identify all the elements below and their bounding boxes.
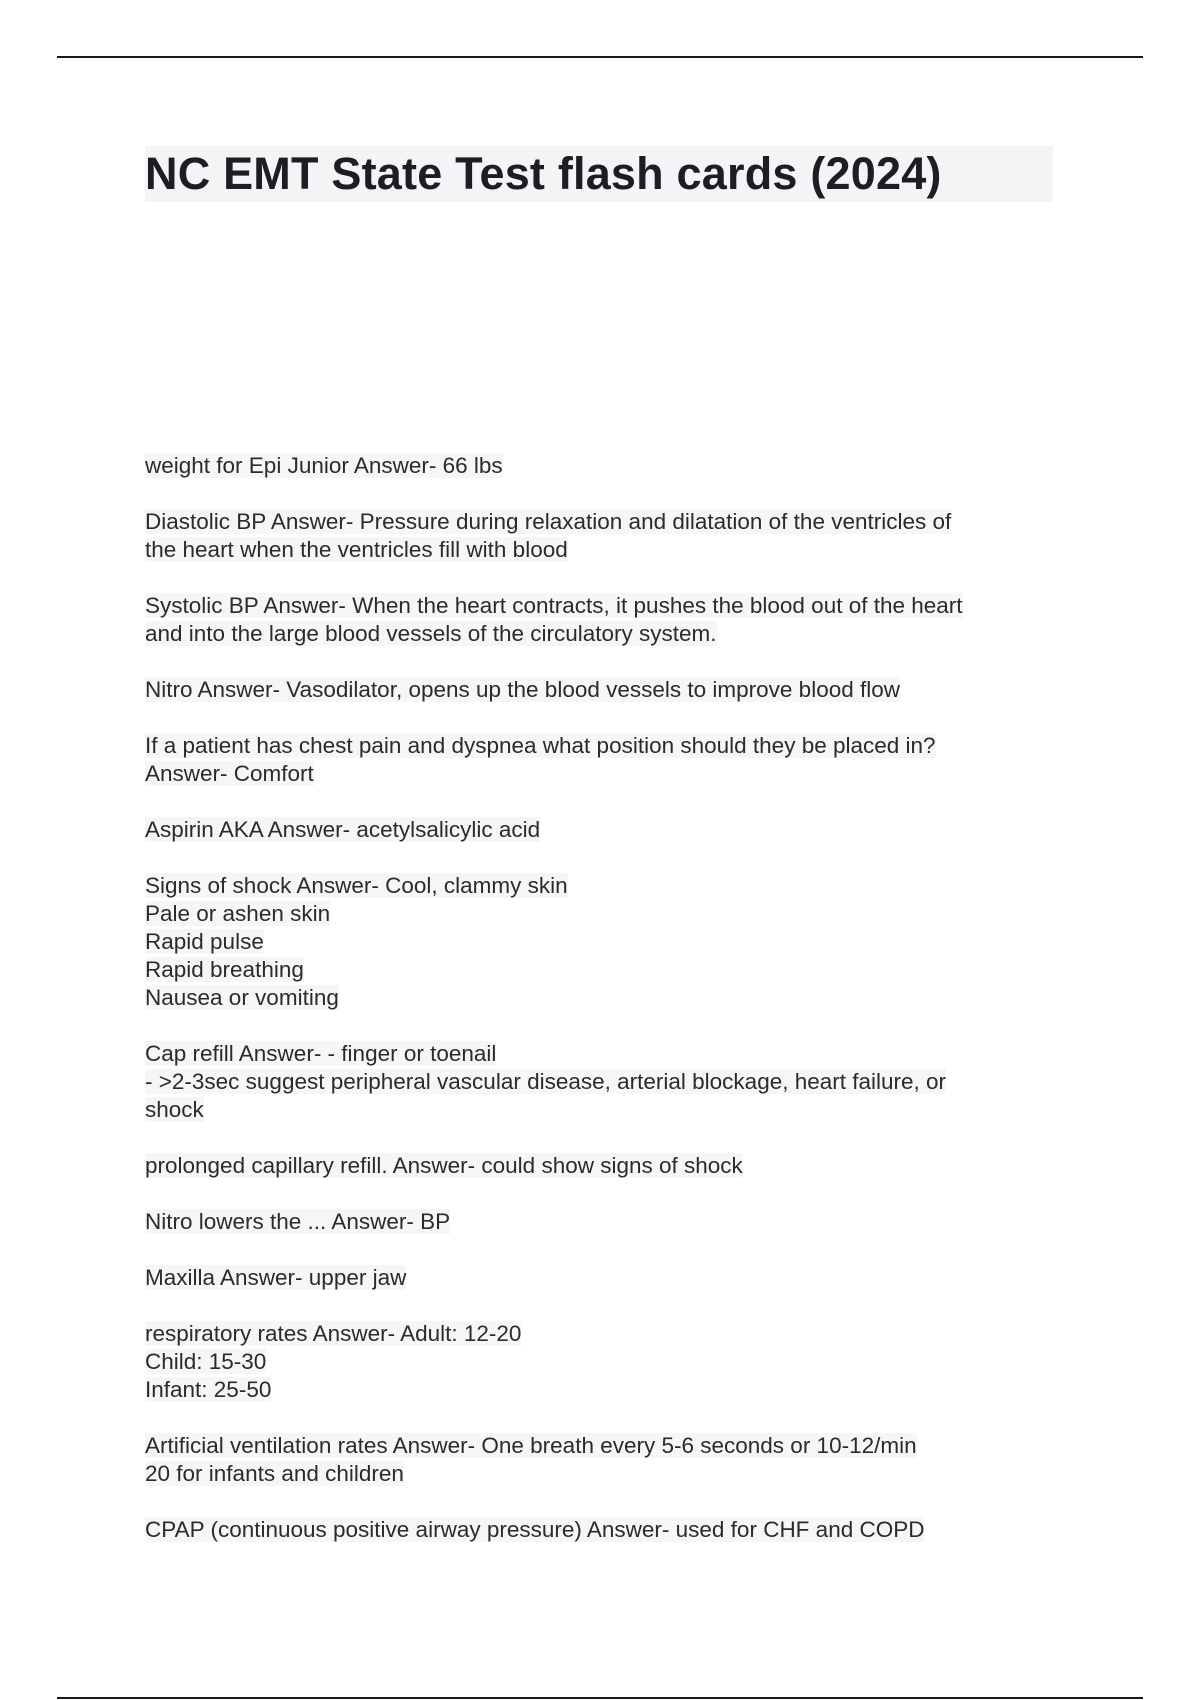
flashcard-line bbox=[145, 452, 1065, 480]
footer-rule bbox=[57, 1697, 1143, 1699]
flashcard bbox=[145, 872, 1065, 1012]
flashcard-line bbox=[145, 760, 1065, 788]
flashcard bbox=[145, 1152, 1065, 1180]
flashcard-list bbox=[145, 452, 1065, 1572]
flashcard-text: Nitro Answer- Vasodilator, opens up the blood vessels to improve blood flow bbox=[145, 677, 900, 702]
page-title: NC EMT State Test flash cards (2024) bbox=[145, 148, 942, 199]
flashcard-text: Pale or ashen skin bbox=[145, 901, 331, 926]
flashcard-text: Infant: 25-50 bbox=[145, 1377, 272, 1402]
flashcard-text: and into the large blood vessels of the circulatory system. bbox=[145, 621, 717, 646]
flashcard-text: Rapid pulse bbox=[145, 929, 264, 954]
flashcard-line bbox=[145, 536, 1065, 564]
flashcard-text: Nausea or vomiting bbox=[145, 985, 339, 1010]
flashcard-line bbox=[145, 1208, 1065, 1236]
flashcard-text: Artificial ventilation rates Answer- One breath every 5-6 seconds or 10-12/min bbox=[145, 1433, 917, 1458]
flashcard-text: Rapid breathing bbox=[145, 957, 304, 982]
flashcard-text: Nitro lowers the ... Answer- BP bbox=[145, 1209, 451, 1234]
flashcard bbox=[145, 1208, 1065, 1236]
flashcard-text: shock bbox=[145, 1097, 204, 1122]
flashcard-line bbox=[145, 732, 1065, 760]
header-rule bbox=[57, 56, 1143, 58]
flashcard-text: Aspirin AKA Answer- acetylsalicylic acid bbox=[145, 817, 541, 842]
flashcard-text: respiratory rates Answer- Adult: 12-20 bbox=[145, 1321, 522, 1346]
flashcard-line bbox=[145, 1376, 1065, 1404]
flashcard bbox=[145, 592, 1065, 648]
flashcard-line bbox=[145, 592, 1065, 620]
flashcard-line bbox=[145, 928, 1065, 956]
flashcard-text: the heart when the ventricles fill with blood bbox=[145, 537, 568, 562]
flashcard bbox=[145, 1432, 1065, 1488]
flashcard-line bbox=[145, 676, 1065, 704]
flashcard bbox=[145, 452, 1065, 480]
flashcard-line bbox=[145, 984, 1065, 1012]
flashcard-text: Diastolic BP Answer- Pressure during relaxation and dilatation of the ventricles of bbox=[145, 509, 952, 534]
flashcard-text: If a patient has chest pain and dyspnea what position should they be placed in? bbox=[145, 733, 936, 758]
flashcard-text: Answer- Comfort bbox=[145, 761, 314, 786]
flashcard-line bbox=[145, 900, 1065, 928]
flashcard-text: prolonged capillary refill. Answer- could show signs of shock bbox=[145, 1153, 743, 1178]
flashcard-line bbox=[145, 620, 1065, 648]
flashcard bbox=[145, 1516, 1065, 1544]
flashcard bbox=[145, 508, 1065, 564]
flashcard bbox=[145, 1264, 1065, 1292]
flashcard-line bbox=[145, 1432, 1065, 1460]
flashcard bbox=[145, 816, 1065, 844]
flashcard-text: weight for Epi Junior Answer- 66 lbs bbox=[145, 453, 503, 478]
flashcard-line bbox=[145, 956, 1065, 984]
flashcard-line bbox=[145, 508, 1065, 536]
flashcard-line bbox=[145, 1516, 1065, 1544]
flashcard-line bbox=[145, 1264, 1065, 1292]
flashcard-text: Signs of shock Answer- Cool, clammy skin bbox=[145, 873, 568, 898]
flashcard-text: Cap refill Answer- - finger or toenail bbox=[145, 1041, 497, 1066]
flashcard-line bbox=[145, 1320, 1065, 1348]
flashcard bbox=[145, 732, 1065, 788]
flashcard-line bbox=[145, 816, 1065, 844]
flashcard-text: Maxilla Answer- upper jaw bbox=[145, 1265, 407, 1290]
flashcard-line bbox=[145, 1348, 1065, 1376]
flashcard-text: - >2-3sec suggest peripheral vascular disease, arterial blockage, heart failure, or bbox=[145, 1069, 947, 1094]
flashcard-text: 20 for infants and children bbox=[145, 1461, 404, 1486]
flashcard-line bbox=[145, 1040, 1065, 1068]
flashcard-line bbox=[145, 1152, 1065, 1180]
flashcard-line bbox=[145, 1068, 1065, 1096]
flashcard bbox=[145, 1040, 1065, 1124]
flashcard-line bbox=[145, 1460, 1065, 1488]
flashcard-text: CPAP (continuous positive airway pressure) Answer- used for CHF and COPD bbox=[145, 1517, 925, 1542]
flashcard-line bbox=[145, 872, 1065, 900]
flashcard-text: Child: 15-30 bbox=[145, 1349, 267, 1374]
flashcard bbox=[145, 1320, 1065, 1404]
flashcard bbox=[145, 676, 1065, 704]
flashcard-text: Systolic BP Answer- When the heart contracts, it pushes the blood out of the heart bbox=[145, 593, 963, 618]
flashcard-line bbox=[145, 1096, 1065, 1124]
